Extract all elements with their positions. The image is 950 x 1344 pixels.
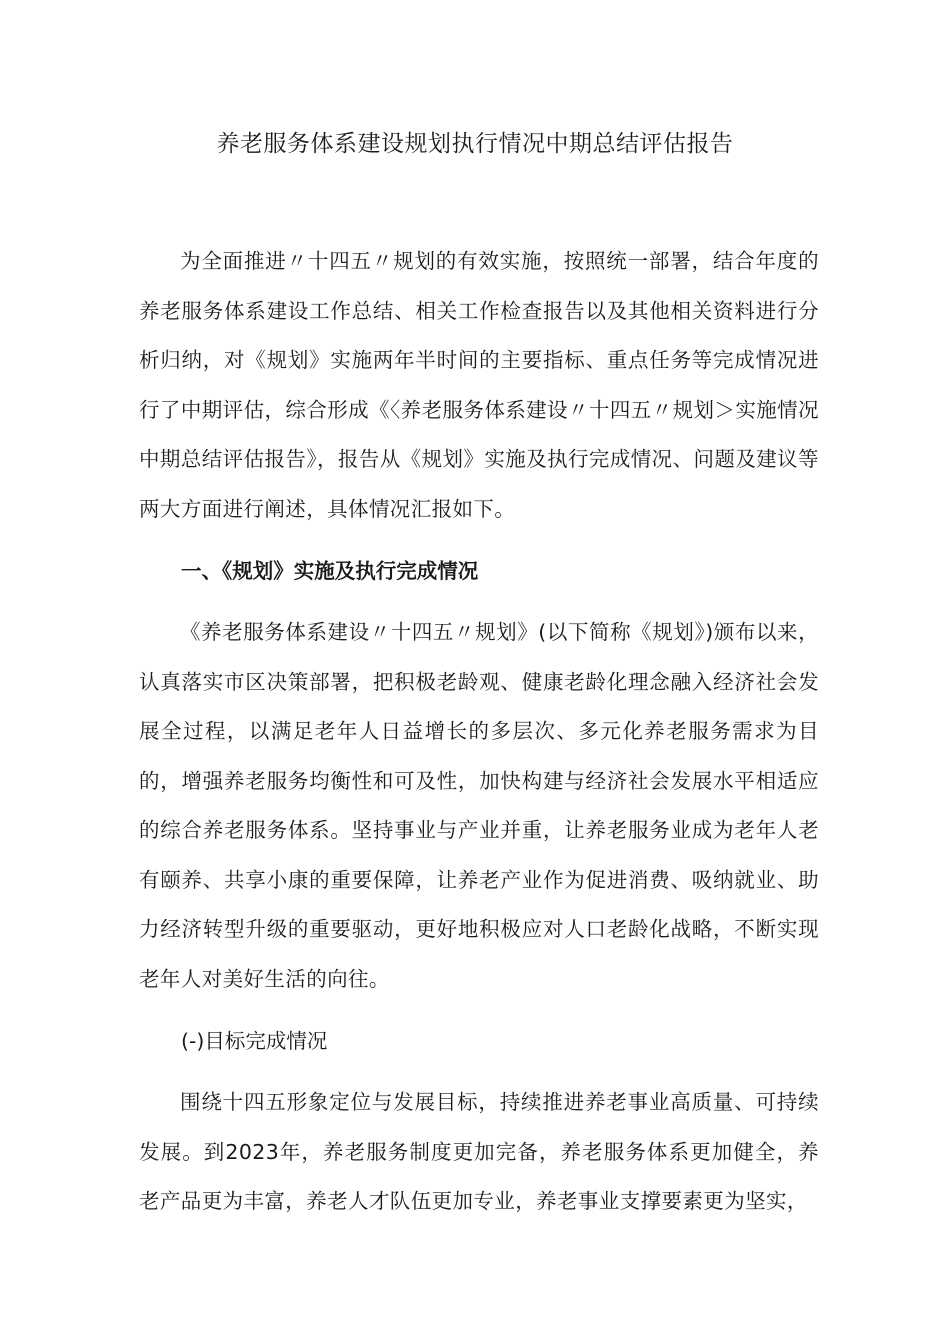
document-title: 养老服务体系建设规划执行情况中期总结评估报告 bbox=[216, 131, 734, 157]
intro-paragraph: 为全面推进〃十四五〃规划的有效实施，按照统一部署，结合年度的养老服务体系建设工作总结、相关工作检查报告以及其他相关资料进行分析归纳，对《规划》实施两年半时间的主要指标、重点任务等完成情况进行了中期评估，综合形成《〈养老服务体系建设〃十四五〃规划＞实施情况中期总结评估报告》，报告从《规划》实施及执行完成情况、问题及建议等两大方面进行阐述，具体情况汇报如下。 bbox=[139, 249, 819, 521]
subsection-heading-1: (-)目标完成情况 bbox=[181, 1029, 328, 1053]
section-heading-1: 一、《规划》实施及执行完成情况 bbox=[181, 559, 479, 583]
section-1-paragraph: 《养老服务体系建设〃十四五〃规划》(以下简称《规划》)颁布以来，认真落实市区决策部署，把积极老龄观、健康老龄化理念融入经济社会发展全过程，以满足老年人日益增长的多层次、多元化养老服务需求为目的，增强养老服务均衡性和可及性，加快构建与经济社会发展水平相适应的综合养老服务体系。坚持事业与产业并重，让养老服务业成为老年人老有颐养、共享小康的重要保障，让养老产业作为促进消费、吸纳就业、助力经济转型升级的重要驱动，更好地积极应对人口老龄化战略，不断实现老年人对美好生活的向往。 bbox=[139, 620, 819, 991]
subsection-1-paragraph: 围绕十四五形象定位与发展目标，持续推进养老事业高质量、可持续发展。到2023年，养老服务制度更加完备，养老服务体系更加健全，养老产品更为丰富，养老人才队伍更加专业，养老事业支撑要素更为坚实， bbox=[139, 1090, 819, 1213]
